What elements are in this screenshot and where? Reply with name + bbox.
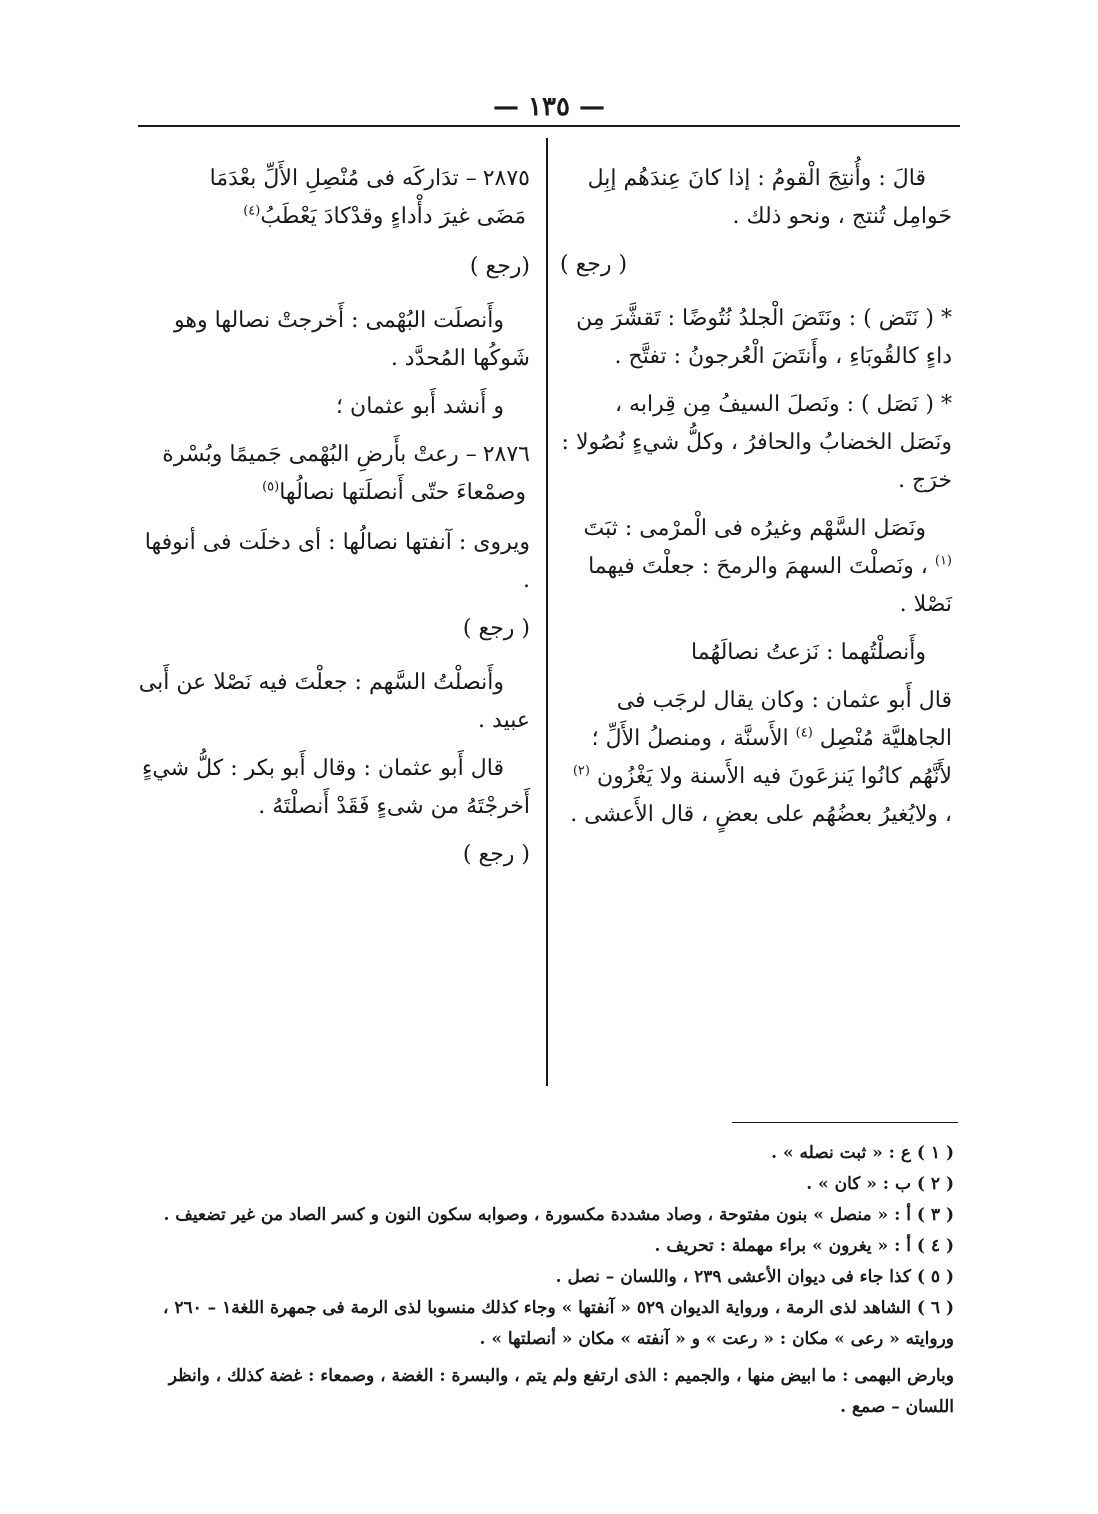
verse-2875 <box>134 160 530 236</box>
page-number: — ١٣٥ — <box>492 92 606 122</box>
footnote-ref: (٤) <box>243 203 261 219</box>
left-column <box>134 160 530 890</box>
paragraph <box>560 682 952 834</box>
right-column <box>560 160 952 844</box>
verse-number: ٢٨٧٦ <box>482 442 530 467</box>
verse-2876 <box>134 436 530 512</box>
footnote-extra: وبارض البهمى : ما ابيض منها ، والجميم : الذى ارتفع ولم يتم ، والبسرة : الغضة ، وصمعاء : غضة كذلك ، وانظر اللسان – صمع . <box>168 1366 954 1417</box>
rajaz-marker: ( رجع ) <box>462 616 530 641</box>
verse-line <box>134 198 530 236</box>
footnote: ( ١ ) ع : « ثبت نصله » . <box>771 1143 954 1163</box>
paragraph: وأَنصلَت البُهْمى : أَخرجتْ نصالها وهو شَوكُها المُحدَّد . <box>174 308 530 371</box>
paragraph: قالَ : وأُنتِجَ الْقومُ : إذا كانَ عِندَهُم إبِل حَوامِل تُنتج ، ونحو ذلك . <box>587 166 952 229</box>
paragraph: قال أَبو عثمان : وقال أَبو بكر : كلُّ شيءٍ أَخرجْتَهُ من شىءٍ فَقَدْ أَنصلْتَهُ . <box>141 756 530 819</box>
footnote: ( ٤ ) أ : « يغرون » براء مهملة : تحريف . <box>654 1236 954 1256</box>
footnote-ref: (٥) <box>262 479 280 495</box>
text: وصمْعاءَ حتّى أَنصلَتها نصالُها <box>279 480 526 505</box>
footnote-ref: (٤) <box>795 725 813 741</box>
footnote: ( ٢ ) ب : « كان » . <box>806 1174 954 1194</box>
paragraph: وأَنصلْتُهما : نَزعتُ نصالَهُما <box>691 640 926 665</box>
text: مَضَى غيرَ دأْداءٍ وقدْكادَ يَعْطَبُ <box>260 204 526 229</box>
footnote: ( ٦ ) الشاهد لذى الرمة ، ورواية الديوان ٥٢٩ « آنفتها » وجاء كذلك منسوبا لذى الرمة فى جمهرة اللغة١ – ٢٦٠ ، وروايته « رعى » مكان : « رعت » و « آنفته » مكان « أنصلتها » . <box>162 1298 954 1349</box>
footnote-rule <box>732 1122 958 1123</box>
text: ، ولايُغيرُ بعضُهُم على بعضٍ ، قال الأَعشى . <box>570 802 952 827</box>
rajaz-marker: (رجع ) <box>469 254 530 279</box>
column-divider <box>546 138 548 1086</box>
verse-line <box>134 474 530 512</box>
verse-line: – تدَاركَه فى مُنْصِلِ الأَلِّ بعْدَمَا <box>209 166 477 191</box>
rajaz-marker: ( رجع ) <box>560 252 628 277</box>
text: الأَسنَّة ، ومنصلُ الأَلِّ ؛ لأَنَّهُم كانُوا يَنزعَونَ فيه الأَسنة ولا يَغْزُون <box>591 726 952 789</box>
paragraph: و أَنشد أَبو عثمان ؛ <box>336 394 504 419</box>
text: ، ونَصلْتَ السهمَ والرمحَ : جعلْتَ فيهما نَصْلا . <box>588 554 952 617</box>
verse-line: – رعتْ بأَرضِ البُهْمى جَميمًا وبُسْرة <box>162 442 477 467</box>
footnotes <box>124 1138 954 1423</box>
entry-nasal: * ( نَصَل ) : ونَصلَ السيفُ مِن قِرابه ، ونَصَل الخضابُ والحافرُ ، وكلُّ شيءٍ نُصُولا : خرَج . <box>561 392 952 493</box>
verse-number: ٢٨٧٥ <box>482 166 530 191</box>
paragraph: وأَنصلْتُ السَّهم : جعلْتَ فيه نَصْلا عن أَبى عبيد . <box>138 670 530 733</box>
entry-natad: * ( نَتَض ) : ونَتَضَ الْجلدُ نُتُوضًا : تَقشَّرَ مِن داءٍ كالقُوبَاءِ ، وأَنتَضَ الْعُرجونُ : تفتَّح . <box>576 306 952 369</box>
footnote-ref: (١) <box>934 553 952 569</box>
paragraph <box>560 510 952 624</box>
footnote-ref: (٢) <box>572 763 590 779</box>
footnote: ( ٥ ) كذا جاء فى ديوان الأعشى ٢٣٩ ، واللسان – نصل . <box>555 1267 954 1287</box>
header-rule <box>138 125 960 127</box>
text: ونَصَل السَّهْم وغيرُه فى الْمرْمى : ثبَتَ <box>583 516 926 541</box>
text: قال أَبو عثمان : وكان يقال لرجَب فى الجاهليَّة مُنْصِل <box>616 688 952 751</box>
rajaz-marker: ( رجع ) <box>462 842 530 867</box>
paragraph: ويروى : آنفتها نصالُها : أى دخلَت فى أنوفها . <box>144 530 530 593</box>
footnote: ( ٣ ) أ : « منصل » بنون مفتوحة ، وصاد مشددة مكسورة ، وصوابه سكون النون و كسر الصاد من غير تضعيف . <box>163 1205 954 1225</box>
